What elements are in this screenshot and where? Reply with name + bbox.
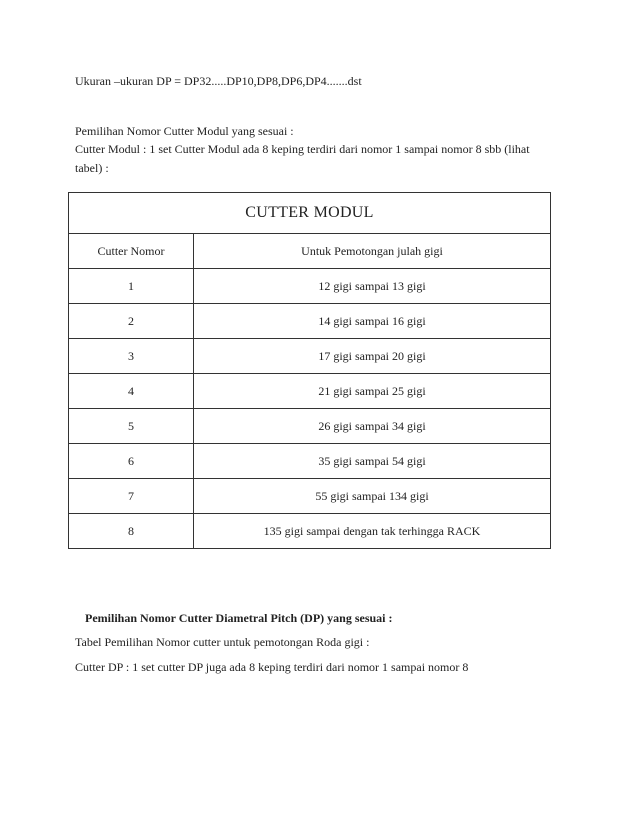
dp-selection-heading: Pemilihan Nomor Cutter Diametral Pitch (DP) yang sesuai : — [85, 611, 393, 625]
teeth-range-cell: 26 gigi sampai 34 gigi — [194, 409, 551, 444]
teeth-range-cell: 55 gigi sampai 134 gigi — [194, 479, 551, 514]
teeth-range-cell: 35 gigi sampai 54 gigi — [194, 444, 551, 479]
dp-table-intro: Tabel Pemilihan Nomor cutter untuk pemotongan Roda gigi : — [75, 635, 370, 649]
table-row — [69, 304, 551, 339]
table-row — [69, 269, 551, 304]
dp-sizes-line: Ukuran –ukuran DP = DP32.....DP10,DP8,DP6,DP4.......dst — [75, 74, 362, 88]
cutter-modul-table — [68, 192, 551, 549]
column-header-range: Untuk Pemotongan julah gigi — [194, 234, 551, 269]
table-header-row — [69, 234, 551, 269]
table-row — [69, 479, 551, 514]
cutter-modul-selection-heading: Pemilihan Nomor Cutter Modul yang sesuai : — [75, 124, 294, 138]
cutter-number-cell: 5 — [69, 409, 194, 444]
table-row — [69, 409, 551, 444]
cutter-dp-description: Cutter DP : 1 set cutter DP juga ada 8 keping terdiri dari nomor 1 sampai nomor 8 — [75, 660, 469, 674]
teeth-range-cell: 21 gigi sampai 25 gigi — [194, 374, 551, 409]
table-row — [69, 444, 551, 479]
cutter-number-cell: 3 — [69, 339, 194, 374]
cutter-number-cell: 2 — [69, 304, 194, 339]
teeth-range-cell: 135 gigi sampai dengan tak terhingga RACK — [194, 514, 551, 549]
cutter-modul-description-cont: tabel) : — [75, 161, 109, 175]
cutter-number-cell: 8 — [69, 514, 194, 549]
table-row — [69, 374, 551, 409]
cutter-number-cell: 4 — [69, 374, 194, 409]
teeth-range-cell: 17 gigi sampai 20 gigi — [194, 339, 551, 374]
cutter-number-cell: 7 — [69, 479, 194, 514]
column-header-cutter-nomor: Cutter Nomor — [69, 234, 194, 269]
table-row — [69, 514, 551, 549]
table-title-row — [69, 193, 551, 234]
table-title: CUTTER MODUL — [69, 193, 551, 234]
cutter-modul-description: Cutter Modul : 1 set Cutter Modul ada 8 keping terdiri dari nomor 1 sampai nomor 8 sbb (lihat — [75, 142, 530, 156]
teeth-range-cell: 12 gigi sampai 13 gigi — [194, 269, 551, 304]
cutter-number-cell: 1 — [69, 269, 194, 304]
teeth-range-cell: 14 gigi sampai 16 gigi — [194, 304, 551, 339]
cutter-number-cell: 6 — [69, 444, 194, 479]
table-row — [69, 339, 551, 374]
